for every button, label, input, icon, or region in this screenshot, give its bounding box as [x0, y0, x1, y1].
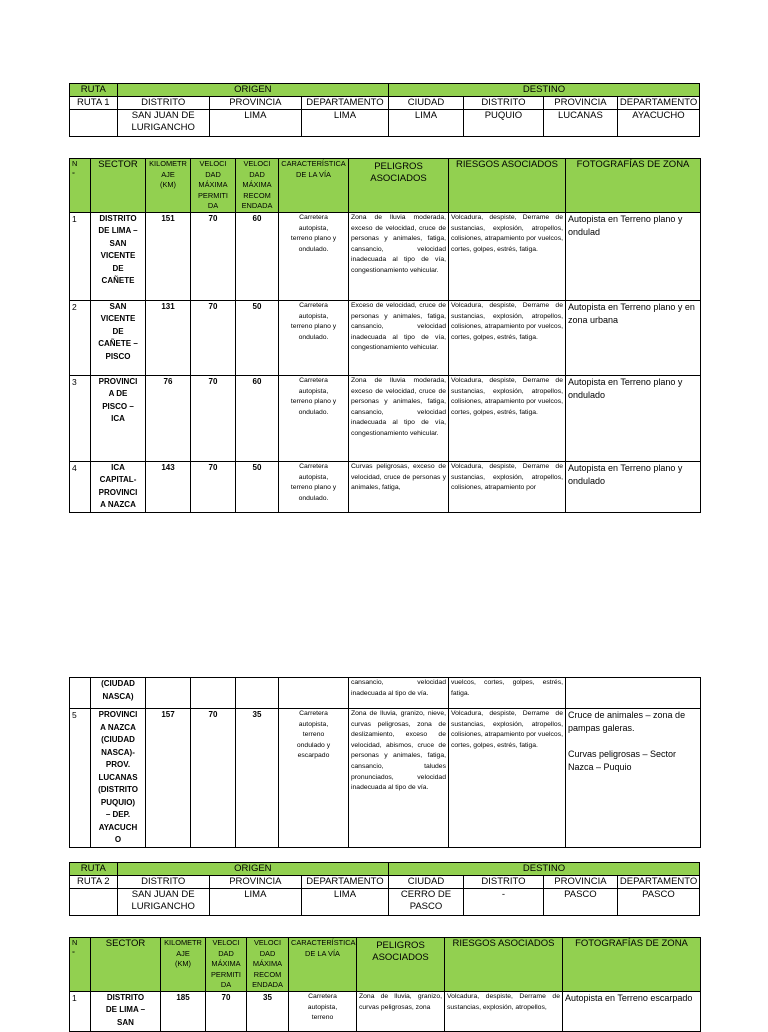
- ruta-header: RUTA: [70, 863, 118, 876]
- destino-header: DESTINO: [389, 863, 700, 876]
- header-sector: SECTOR: [91, 938, 161, 992]
- header-km: KILOMETR AJE (KM): [161, 938, 206, 992]
- origin-provincia: LIMA: [209, 110, 301, 137]
- dest-distrito: PUQUIO: [463, 110, 543, 137]
- col-ciudad: CIUDAD: [389, 876, 464, 889]
- origen-header: ORIGEN: [117, 863, 388, 876]
- route-name: RUTA 1: [70, 97, 118, 110]
- col-departamento: DEPARTAMENTO: [301, 876, 388, 889]
- col-distrito-dest: DISTRITO: [463, 97, 543, 110]
- table-row: 5 PROVINCI A NAZCA (CIUDAD NASCA)- PROV. LUCANAS (DISTRITO PUQUIO) – DEP. AYACUCH O 157 70 35 Carretera autopista, terreno ondulado y escarpado Zona de lluvia, granizo, nieve, curvas peligrosas, zona de deslizamiento, exceso de velocidad, abismos, cruce de personas y animales, fatiga, cansancio, taludes pronunciados, velocidad inadecuada al tipo de vía. Volcadura, despiste, Derrame de sustancias, explosión, atropellos, colisiones, atrapamiento por vuelcos, cortes, golpes, estrés, fatiga. Cruce de animales – zona de pampas galeras. Curvas peligrosas – Sector Nazca – Puquio: [70, 709, 701, 848]
- table-row: 2 SAN VICENTE DE CAÑETE – PISCO 131 70 50 Carretera autopista, terreno plano y ondulado. Exceso de velocidad, cruce de personas y animales, fatiga, cansancio, velocidad inadecuada al tipo de vía, congestionamiento vehicular. Volcadura, despiste, Derrame de sustancias, explosión, atropellos, colisiones, atrapamiento por vuelcos, cortes, golpes, estrés, fatiga. Autopista en Terreno plano y en zona urbana: [70, 300, 701, 375]
- table-row: 4 ICA CAPITAL- PROVINCI A NAZCA 143 70 50 Carretera autopista, terreno plano y ondulado. Curvas peligrosas, exceso de velocidad, cruce de personas y animales, fatiga, Volcadura, despiste, Derrame de sustancias, explosión, atropellos, colisiones, atrapamiento por Autopista en Terreno plano y ondulado: [70, 461, 701, 512]
- route-name: RUTA 2: [70, 876, 118, 889]
- dest-ciudad: CERRO DE PASCO: [389, 889, 464, 916]
- header-n: N °: [70, 938, 91, 992]
- dest-provincia: PASCO: [543, 889, 617, 916]
- header-n: N °: [70, 159, 91, 213]
- ruta-header: RUTA: [70, 84, 118, 97]
- origin-departamento: LIMA: [301, 110, 388, 137]
- route-2-table: [69, 862, 700, 916]
- origin-departamento: LIMA: [301, 889, 388, 916]
- header-fotos: FOTOGRAFÍAS DE ZONA: [566, 159, 701, 213]
- col-departamento-dest: DEPARTAMENTO: [617, 97, 699, 110]
- table-row: 3 PROVINCI A DE PISCO – ICA 76 70 60 Carretera autopista, terreno plano y ondulado. Zona de lluvia moderada, exceso de velocidad, cruce de personas y animales, fatiga, cansancio, velocidad inadecuada al tipo de vía, congestionamiento vehicular. Volcadura, despiste, Derrame de sustancias, explosión, atropellos, colisiones, atrapamiento por vuelcos, cortes, golpes, estrés, fatiga. Autopista en Terreno plano y ondulado: [70, 375, 701, 461]
- col-distrito-dest: DISTRITO: [463, 876, 543, 889]
- header-vmax: VELOCI DAD MÁXIMA PERMITI DA: [191, 159, 236, 213]
- header-vrec: VELOCI DAD MÁXIMA RECOM ENDADA: [236, 159, 279, 213]
- dest-departamento: AYACUCHO: [617, 110, 699, 137]
- col-distrito: DISTRITO: [117, 876, 209, 889]
- origin-provincia: LIMA: [209, 889, 301, 916]
- col-departamento-dest: DEPARTAMENTO: [617, 876, 699, 889]
- table-row: 1 DISTRITO DE LIMA – SAN VICENTE DE CAÑETE 151 70 60 Carretera autopista, terreno plano y ondulado. Zona de lluvia moderada, exceso de velocidad, cruce de personas y animales, fatiga, cansancio, velocidad inadecuada al tipo de vía, congestionamiento vehicular. Volcadura, despiste, Derrame de sustancias, explosión, atropellos, colisiones, atrapamiento por vuelcos, cortes, golpes, estrés, fatiga. Autopista en Terreno plano y ondulad: [70, 212, 701, 300]
- dest-departamento: PASCO: [617, 889, 699, 916]
- dest-ciudad: LIMA: [389, 110, 464, 137]
- header-caracteristica: CARACTERÍSTICA DE LA VÍA: [289, 938, 357, 992]
- header-riesgos: RIESGOS ASOCIADOS: [449, 159, 566, 213]
- header-vrec: VELOCI DAD MÁXIMA RECOM ENDADA: [247, 938, 289, 992]
- col-provincia-dest: PROVINCIA: [543, 97, 617, 110]
- sector-table-1: [69, 158, 701, 513]
- col-provincia-dest: PROVINCIA: [543, 876, 617, 889]
- col-ciudad: CIUDAD: [389, 97, 464, 110]
- destino-header: DESTINO: [389, 84, 700, 97]
- route-1-table: [69, 83, 700, 137]
- origin-distrito: SAN JUAN DE LURIGANCHO: [117, 110, 209, 137]
- sector-table-3: [69, 937, 701, 1032]
- table-row: 1 DISTRITO DE LIMA – SAN 185 70 35 Carretera autopista, terreno Zona de lluvia, granizo, curvas peligrosas, zona Volcadura, despiste, Derrame de sustancias, explosión, atropellos, Autopista en Terreno escarpado: [70, 991, 701, 1031]
- col-departamento: DEPARTAMENTO: [301, 97, 388, 110]
- col-provincia: PROVINCIA: [209, 876, 301, 889]
- sector-table-2: [69, 677, 701, 848]
- dest-distrito: -: [463, 889, 543, 916]
- col-provincia: PROVINCIA: [209, 97, 301, 110]
- header-sector: SECTOR: [91, 159, 146, 213]
- header-fotos: FOTOGRAFÍAS DE ZONA: [563, 938, 701, 992]
- header-peligros: PELIGROS ASOCIADOS: [349, 159, 449, 213]
- table-row: (CIUDAD NASCA) cansancio, velocidad inadecuada al tipo de vía. vuelcos, cortes, golpes, estrés, fatiga.: [70, 678, 701, 709]
- header-km: KILOMETR AJE (KM): [146, 159, 191, 213]
- header-peligros: PELIGROS ASOCIADOS: [357, 938, 445, 992]
- origen-header: ORIGEN: [117, 84, 388, 97]
- header-vmax: VELOCI DAD MÁXIMA PERMITI DA: [206, 938, 247, 992]
- col-distrito: DISTRITO: [117, 97, 209, 110]
- origin-distrito: SAN JUAN DE LURIGANCHO: [117, 889, 209, 916]
- header-caracteristica: CARACTERÍSTICA DE LA VÍA: [279, 159, 349, 213]
- header-riesgos: RIESGOS ASOCIADOS: [445, 938, 563, 992]
- dest-provincia: LUCANAS: [543, 110, 617, 137]
